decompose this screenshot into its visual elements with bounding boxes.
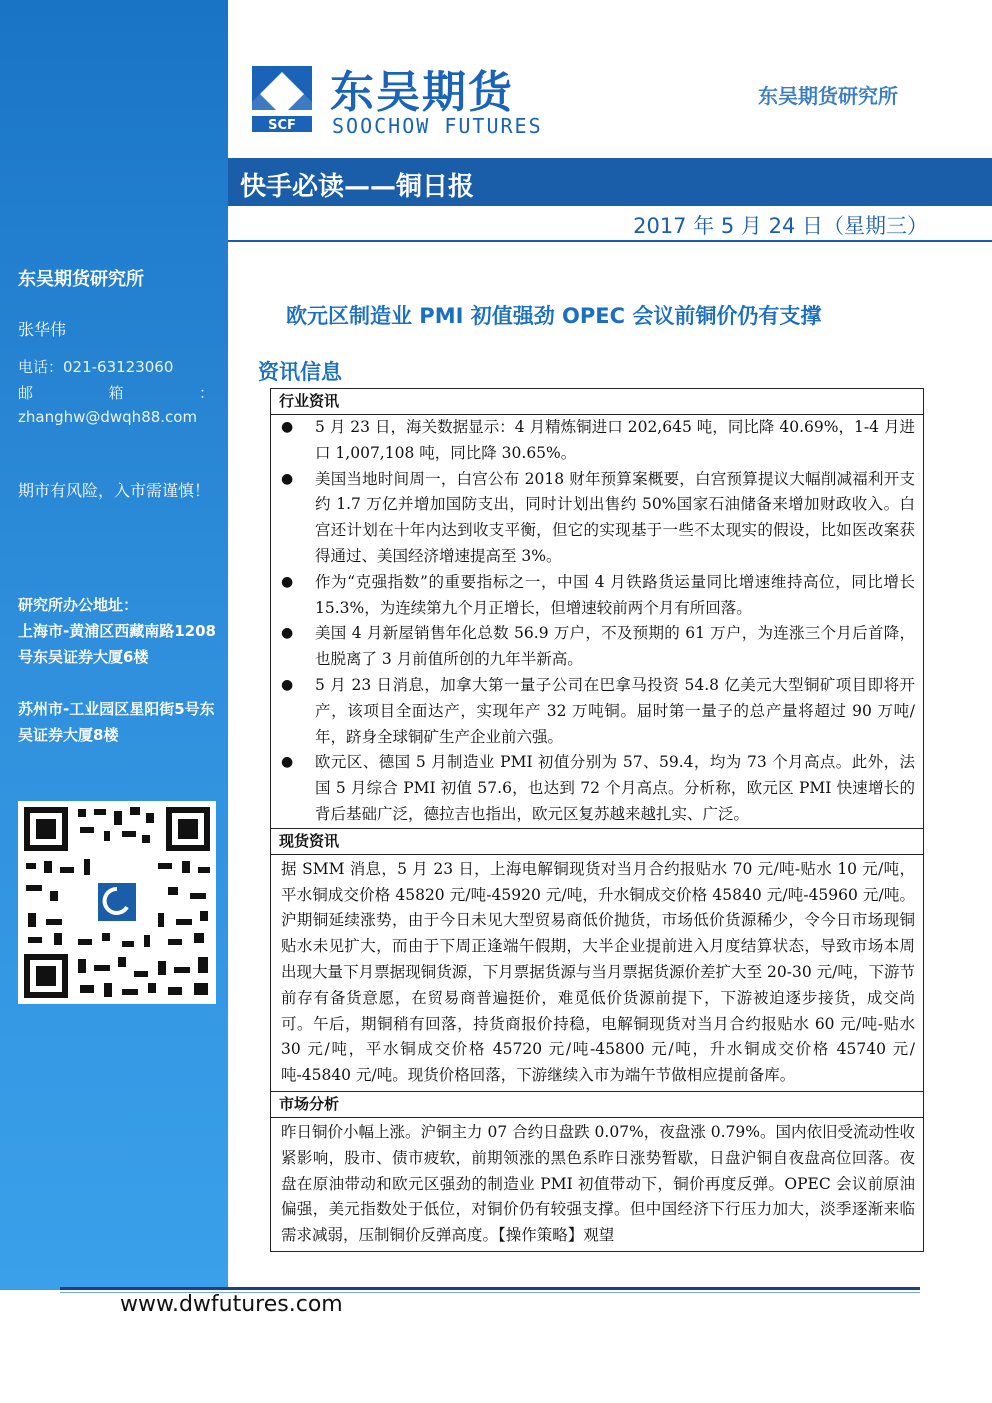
logo-chinese: 东吴期货 — [330, 67, 514, 118]
list-item-text: 欧元区、德国 5 月制造业 PMI 初值分别为 57、59.4，均为 73 个月高点。此外，法国 5 月综合 PMI 初值 57.6，也达到 72 个月高点。分析称，欧元区 PMI 快速增长的背后基础广泛，德拉吉也指出，欧元区复苏越来越扎实、广泛。 — [315, 753, 915, 823]
email-label-char: 箱 — [108, 384, 124, 402]
company-logo — [248, 62, 588, 142]
bullet-icon: ● — [281, 470, 294, 487]
email-label — [18, 382, 214, 403]
analyst-phone: 电话：021-63123060 — [18, 358, 174, 376]
list-item-text: 美国 4 月新屋销售年化总数 56.9 万户，不及预期的 61 万户，为连涨三个月后首降，也脱离了 3 月前值所创的九年半新高。 — [315, 624, 915, 669]
sidebar-institute: 东吴期货研究所 — [18, 269, 144, 290]
list-item — [271, 467, 923, 570]
divider — [228, 240, 992, 242]
bullet-icon: ● — [281, 573, 294, 590]
report-title-bar — [228, 158, 992, 206]
list-item — [271, 415, 923, 467]
industry-news-header: 行业资讯 — [271, 389, 923, 415]
footer-divider — [60, 1287, 920, 1290]
report-date: 2017 年 5 月 24 日（星期三） — [633, 214, 928, 238]
headline: 欧元区制造业 PMI 初值强劲 OPEC 会议前铜价仍有支撑 — [286, 304, 822, 328]
office-address-title: 研究所办公地址： — [18, 596, 139, 614]
logo-mark-text: SCF — [268, 118, 296, 133]
email-label-char: 邮 — [18, 384, 34, 402]
market-analysis-text: 昨日铜价小幅上涨。沪铜主力 07 合约日盘跌 0.07%，夜盘涨 0.79%。国内依旧受流动性收紧影响，股市、债市疲软，前期领涨的黑色系昨日涨势暂歇，日盘沪铜自夜盘高位回落。夜盘在原油带动和欧元区强劲的制造业 PMI 初值带动下，铜价再度反弹。OPEC 会议前原油偏强，美元指数处于低位，对铜价仍有较强支撑。但中国经济下行压力加大，淡季逐渐来临需求减弱，压制铜价反弹高度。【操作策略】观望 — [281, 1122, 915, 1245]
office-address-shanghai: 上海市-黄浦区西藏南路1208号东吴证券大厦6楼 — [18, 622, 216, 666]
risk-warning: 期市有风险，入市需谨慎！ — [18, 481, 211, 500]
list-item-text: 5 月 23 日，海关数据显示：4 月精炼铜进口 202,645 吨，同比降 40.69%，1-4 月进口 1,007,108 吨，同比降 30.65%。 — [315, 418, 915, 462]
email-label-char: ： — [198, 384, 214, 402]
sidebar — [0, 0, 228, 1290]
list-item — [271, 750, 923, 827]
spot-news-header: 现货资讯 — [271, 829, 923, 855]
list-item — [271, 673, 923, 750]
header-institute: 东吴期货研究所 — [758, 84, 898, 108]
analyst-email[interactable]: zhanghw@dwqh88.com — [18, 408, 198, 426]
spot-news-body — [271, 855, 923, 1092]
news-table — [270, 388, 924, 1252]
section-title: 资讯信息 — [258, 360, 342, 384]
logo-mark-icon — [248, 62, 316, 136]
bullet-icon: ● — [281, 625, 294, 642]
report-title: 快手必读——铜日报 — [240, 172, 475, 202]
market-analysis-body — [271, 1118, 923, 1251]
footer-website-link[interactable]: www.dwfutures.com — [120, 1292, 343, 1317]
logo-english: SOOCHOW FUTURES — [332, 114, 543, 138]
bullet-icon: ● — [281, 419, 294, 435]
analyst-name: 张华伟 — [18, 320, 67, 339]
office-address-suzhou: 苏州市-工业园区星阳街5号东吴证券大厦8楼 — [18, 700, 215, 744]
list-item-text: 美国当地时间周一，白宫公布 2018 财年预算案概要，白宫预算提议大幅削减福利开支约 1.7 万亿并增加国防支出，同时计划出售约 50%国家石油储备来增加财政收入。白宫还计划在十年内达到收支平衡，但它的实现基于一些不太现实的假设，比如医改案获得通过、美国经济增速提高至 3%。 — [315, 469, 915, 565]
list-item-text: 5 月 23 日消息，加拿大第一量子公司在巴拿马投资 54.8 亿美元大型铜矿项目即将开产，该项目全面达产，实现年产 32 万吨铜。届时第一量子的总产量将超过 90 万吨/年，跻身全球铜矿生产企业前六强。 — [315, 675, 915, 746]
list-item-text: 作为“克强指数”的重要指标之一，中国 4 月铁路货运量同比增速维持高位，同比增长 15.3%，为连续第九个月正增长，但增速较前两个月有所回落。 — [315, 572, 915, 617]
list-item — [271, 621, 923, 673]
qr-code-icon — [18, 801, 216, 1004]
bullet-icon: ● — [281, 754, 294, 771]
industry-news-list — [271, 415, 923, 829]
list-item — [271, 570, 923, 622]
bullet-icon: ● — [281, 676, 294, 693]
spot-news-text: 据 SMM 消息，5 月 23 日，上海电解铜现货对当月合约报贴水 70 元/吨-贴水 10 元/吨，平水铜成交价格 45820 元/吨-45920 元/吨，升水铜成交价格 45840 元/吨-45960 元/吨。沪期铜延续涨势，由于今日未见大型贸易商低价抛货，市场低价货源稀少，令今日市场现铜贴水未见扩大，而由于下周正逢端午假期，大半企业提前进入月度结算状态，导致市场本周出现大量下月票据现铜货源，下月票据货源与当月票据货源价差扩大至 20-30 元/吨，下游节前存有备货意愿，在贸易商普遍挺价，难觅低价货源前提下，下游被迫逐步接货，成交尚可。午后，期铜稍有回落，持货商报价持稳，电解铜现货对当月合约报贴水 60 元/吨-贴水 30 元/吨，平水铜成交价格 45720 元/吨-45800 元/吨，升水铜成交价格 45740 元/吨-45840 元/吨。现货价格回落，下游继续入市为端午节做相应提前备库。 — [281, 859, 915, 1085]
market-analysis-header: 市场分析 — [271, 1092, 923, 1118]
